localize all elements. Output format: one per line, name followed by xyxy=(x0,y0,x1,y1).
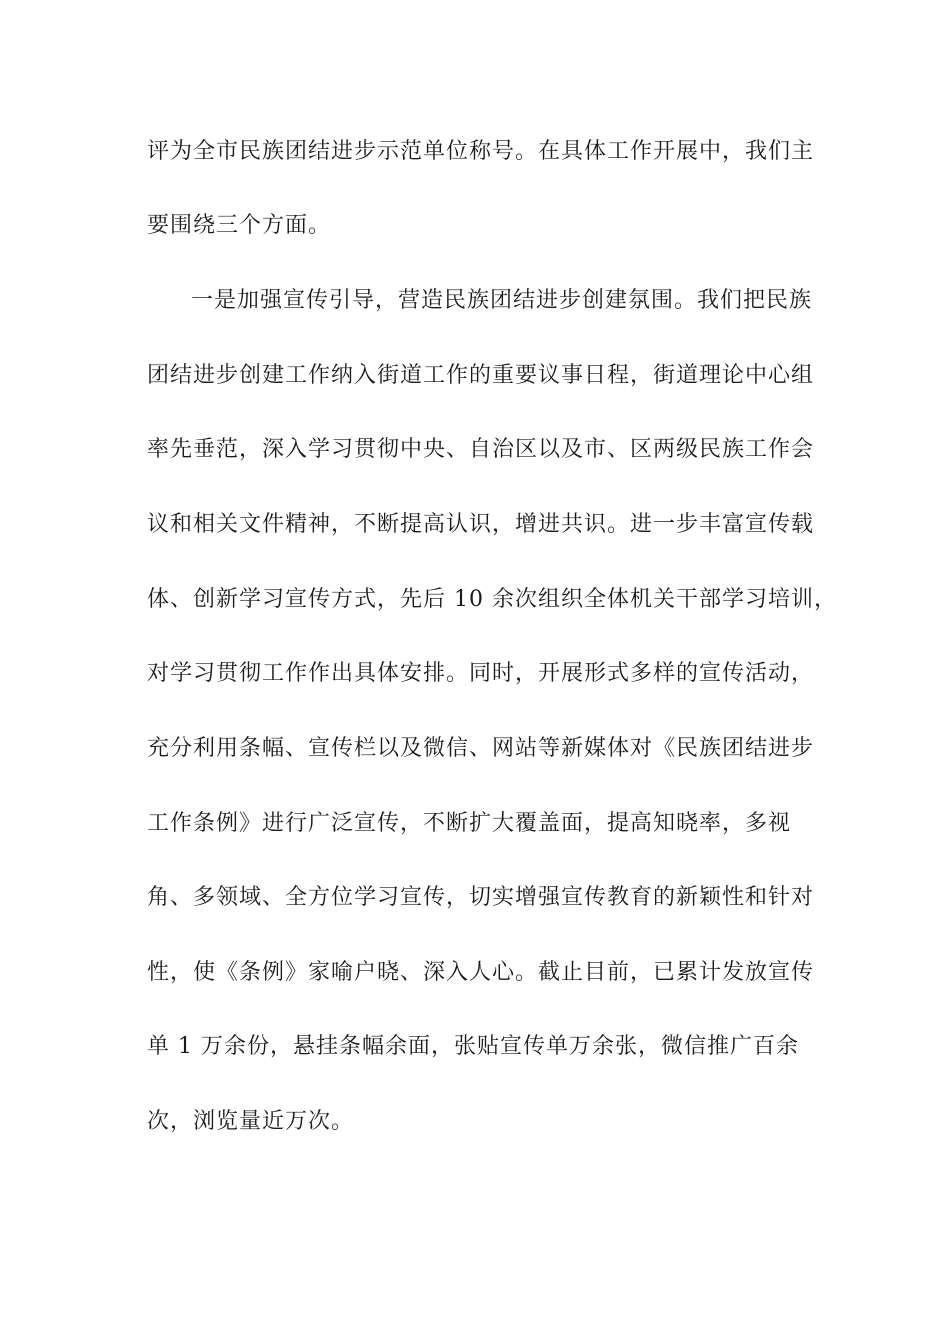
text-line: 角、多领域、全方位学习宣传，切实增强宣传教育的新颖性和针对 xyxy=(147,885,815,910)
text-line: 议和相关文件精神，不断提高认识，增进共识。进一步丰富宣传载 xyxy=(147,512,815,537)
paragraph-first-line: 一是加强宣传引导，营造民族团结进步创建氛围。我们把民族 xyxy=(191,288,813,313)
text-line: 次，浏览量近万次。 xyxy=(147,1109,355,1134)
text-line: 评为全市民族团结进步示范单位称号。在具体工作开展中，我们主 xyxy=(147,139,815,164)
text-line: 单 1 万余份，悬挂条幅余面，张贴宣传单万余张，微信推广百余 xyxy=(147,1034,799,1059)
text-line: 体、创新学习宣传方式，先后 10 余次组织全体机关干部学习培训， xyxy=(147,587,837,612)
text-line: 对学习贯彻工作作出具体安排。同时，开展形式多样的宣传活动， xyxy=(147,661,815,686)
text-line: 工作条例》进行广泛宣传，不断扩大覆盖面，提高知晓率，多视 xyxy=(147,811,792,836)
text-line: 充分利用条幅、宣传栏以及微信、网站等新媒体对《民族团结进步 xyxy=(147,736,815,761)
text-line: 性，使《条例》家喻户晓、深入人心。截止目前，已累计发放宣传 xyxy=(147,960,815,985)
text-line: 率先垂范，深入学习贯彻中央、自治区以及市、区两级民族工作会 xyxy=(147,437,815,462)
text-line: 团结进步创建工作纳入街道工作的重要议事日程，街道理论中心组 xyxy=(147,363,815,388)
text-line: 要围绕三个方面。 xyxy=(147,213,332,238)
